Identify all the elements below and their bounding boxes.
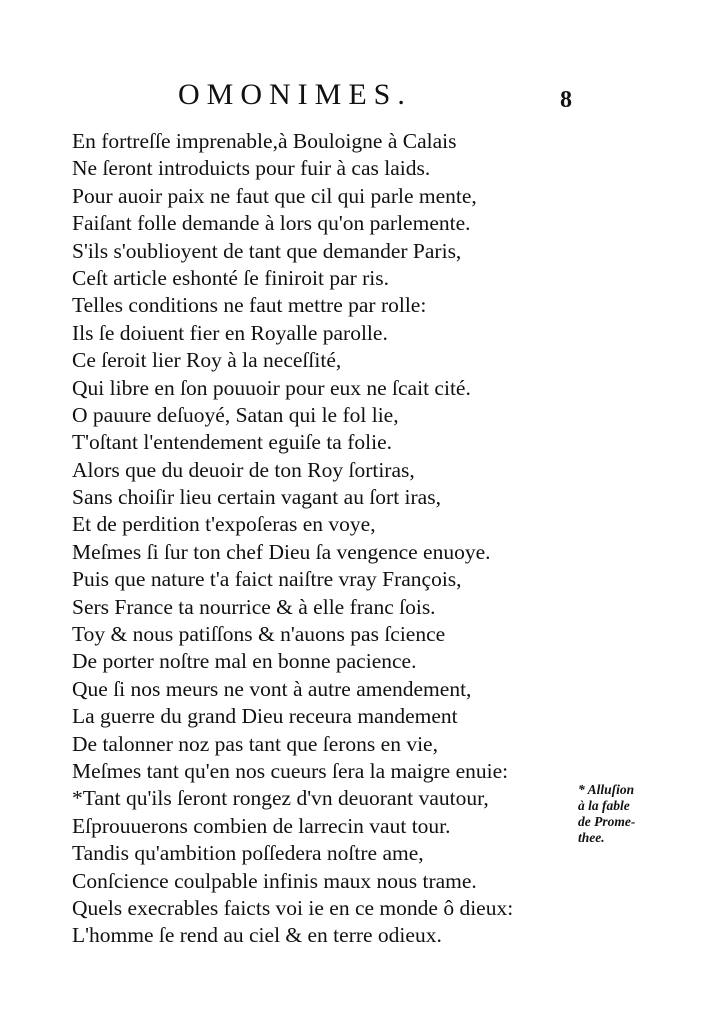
verse-line: Ne ſeront introduicts pour fuir à cas laids. xyxy=(72,156,431,181)
verse-line: Et de perdition t'expoſeras en voye, xyxy=(72,512,376,537)
marginal-note-line: * Alluſion xyxy=(578,782,635,797)
verse-line: L'homme ſe rend au ciel & en terre odieux. xyxy=(72,923,442,948)
verse-line: Tandis qu'ambition poſſedera noſtre ame, xyxy=(72,841,424,866)
verse-line: Qui libre en ſon pouuoir pour eux ne ſcait cité. xyxy=(72,375,471,400)
verse-line: Ce ſeroit lier Roy à la neceſſité, xyxy=(72,348,342,373)
running-title: OMONIMES. xyxy=(178,78,412,111)
verse-line: Meſmes tant qu'en nos cueurs ſera la maigre enuie: xyxy=(72,758,509,783)
marginal-note-line: à la fable xyxy=(578,798,630,813)
verse-line: De porter noſtre mal en bonne pacience. xyxy=(72,649,417,674)
verse-line: Meſmes ſi ſur ton chef Dieu ſa vengence enuoye. xyxy=(72,539,491,564)
verse-line: Sans choiſir lieu certain vagant au ſort iras, xyxy=(72,485,441,510)
marginal-note-line: thee. xyxy=(578,830,605,845)
verse-line: T'oſtant l'entendement eguiſe ta folie. xyxy=(72,430,392,455)
verse-line: Sers France ta nourrice & à elle franc ſois. xyxy=(72,594,436,619)
verse-line: Telles conditions ne faut mettre par rolle: xyxy=(72,293,427,318)
verse-line: De talonner noz pas tant que ſerons en vie, xyxy=(72,731,438,756)
verse-line: Ceſt article eshonté ſe finiroit par ris. xyxy=(72,265,390,290)
page-number: 8 xyxy=(560,87,572,113)
verse-line: S'ils s'oublioyent de tant que demander Paris, xyxy=(72,238,462,263)
verse-line: Ils ſe doiuent fier en Royalle parolle. xyxy=(72,320,388,345)
marginal-note-line: de Prome- xyxy=(578,814,636,829)
verse-line: Que ſi nos meurs ne vont à autre amendement, xyxy=(72,676,472,701)
marginal-note xyxy=(578,782,658,846)
verse-line: Pour auoir paix ne faut que cil qui parle mente, xyxy=(72,183,477,208)
poem-text xyxy=(72,128,572,950)
verse-line: O pauure deſuoyé, Satan qui le fol lie, xyxy=(72,402,399,427)
verse-line: Alors que du deuoir de ton Roy ſortiras, xyxy=(72,457,415,482)
verse-line: *Tant qu'ils ſeront rongez d'vn deuorant vautour, xyxy=(72,786,489,811)
verse-line: Eſprouuerons combien de larrecin vaut tour. xyxy=(72,813,451,838)
verse-line: Puis que nature t'a faict naiſtre vray François, xyxy=(72,567,462,592)
verse-line: En fortreſſe imprenable,à Bouloigne à Calais xyxy=(72,129,457,153)
verse-line: Quels execrables faicts voi ie en ce monde ô dieux: xyxy=(72,895,514,920)
verse-line: La guerre du grand Dieu receura mandement xyxy=(72,704,458,729)
verse-line: Toy & nous patiſſons & n'auons pas ſcience xyxy=(72,622,446,647)
verse-line: Conſcience coulpable infinis maux nous trame. xyxy=(72,868,477,893)
verse-line: Faiſant folle demande à lors qu'on parlemente. xyxy=(72,211,471,236)
